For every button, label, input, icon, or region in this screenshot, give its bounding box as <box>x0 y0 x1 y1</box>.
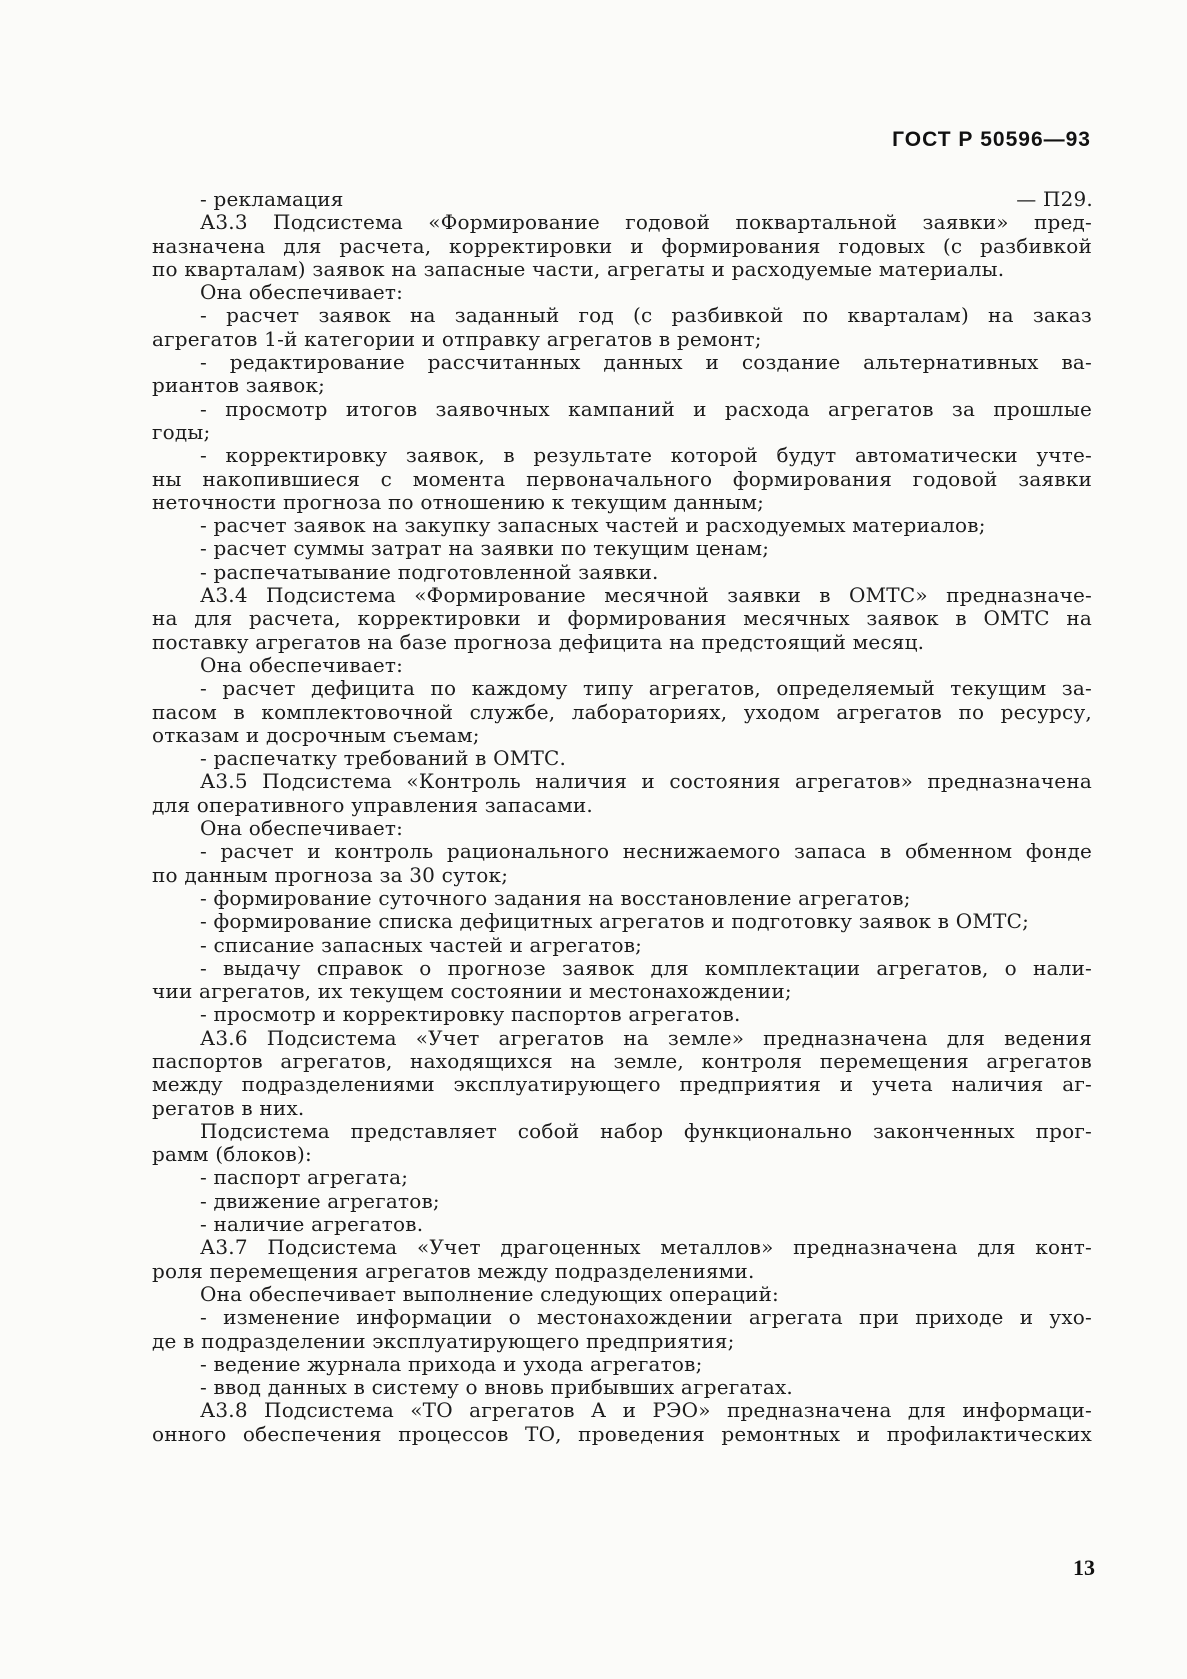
page-number: 13 <box>1073 1555 1095 1580</box>
text-line: между подразделениями эксплуатирующего предприятия и учета наличия аг- <box>152 1073 1092 1097</box>
document-body <box>152 188 1092 1446</box>
text-line: агрегатов 1-й категории и отправку агрегатов в ремонт; <box>152 327 762 351</box>
text-line: - ввод данных в систему о вновь прибывших агрегатах. <box>200 1376 793 1400</box>
text-line: рамм (блоков): <box>152 1143 312 1167</box>
text-line: - распечатывание подготовленной заявки. <box>200 560 659 584</box>
text-line: по данным прогноза за 30 суток; <box>152 863 509 887</box>
text-line: Подсистема представляет собой набор функционально законченных прог- <box>200 1119 1092 1143</box>
text-line: паспортов агрегатов, находящихся на земле, контроля перемещения агрегатов <box>152 1049 1092 1073</box>
reclamation-line <box>152 188 1093 211</box>
text-line: - просмотр итогов заявочных кампаний и расхода агрегатов за прошлые <box>200 397 1092 421</box>
text-line: - формирование суточного задания на восстановление агрегатов; <box>200 886 911 910</box>
text-line: отказам и досрочным съемам; <box>152 723 480 747</box>
text-line: - редактирование рассчитанных данных и создание альтернативных ва- <box>200 351 1092 375</box>
text-line: для оперативного управления запасами. <box>152 793 593 817</box>
text-line: пасом в комплектовочной службе, лабораториях, уходом агрегатов по ресурсу, <box>152 700 1092 724</box>
text-line: А3.6 Подсистема «Учет агрегатов на земле» предназначена для ведения <box>200 1026 1092 1050</box>
text-line: риантов заявок; <box>152 374 326 398</box>
text-line: роля перемещения агрегатов между подразделениями. <box>152 1259 755 1283</box>
reclamation-ref: — П29. <box>1016 188 1093 211</box>
text-line: чии агрегатов, их текущем состоянии и местонахождении; <box>152 980 792 1004</box>
text-line: по кварталам) заявок на запасные части, агрегаты и расходуемые материалы. <box>152 257 1005 281</box>
text-line: - расчет заявок на закупку запасных частей и расходуемых материалов; <box>200 514 986 538</box>
text-line: Она обеспечивает: <box>200 653 404 677</box>
text-line: Она обеспечивает: <box>200 817 404 841</box>
text-line: - движение агрегатов; <box>200 1189 440 1213</box>
text-line: - корректировку заявок, в результате которой будут автоматически учте- <box>200 444 1092 468</box>
text-line: - выдачу справок о прогнозе заявок для комплектации агрегатов, о нали- <box>200 956 1092 980</box>
text-line: поставку агрегатов на базе прогноза дефицита на предстоящий месяц. <box>152 630 925 654</box>
text-line: регатов в них. <box>152 1096 305 1120</box>
text-line: - расчет суммы затрат на заявки по текущим ценам; <box>200 537 770 561</box>
text-line: - просмотр и корректировку паспортов агрегатов. <box>200 1003 741 1027</box>
text-line: Она обеспечивает: <box>200 281 404 305</box>
text-line: А3.5 Подсистема «Контроль наличия и состояния агрегатов» предназначена <box>200 770 1092 794</box>
text-line: - ведение журнала прихода и ухода агрегатов; <box>200 1352 703 1376</box>
text-line: онного обеспечения процессов ТО, проведения ремонтных и профилактических <box>152 1422 1092 1446</box>
text-line: - наличие агрегатов. <box>200 1213 424 1237</box>
text-line: - распечатку требований в ОМТС. <box>200 747 567 771</box>
text-line: неточности прогноза по отношению к текущим данным; <box>152 490 765 514</box>
text-line: - расчет заявок на заданный год (с разбивкой по кварталам) на заказ <box>200 304 1092 328</box>
text-line: - расчет и контроль рационального неснижаемого запаса в обменном фонде <box>200 840 1092 864</box>
text-line: А3.4 Подсистема «Формирование месячной заявки в ОМТС» предназначе- <box>200 584 1092 608</box>
text-line: А3.3 Подсистема «Формирование годовой поквартальной заявки» пред- <box>200 211 1092 235</box>
text-line: - списание запасных частей и агрегатов; <box>200 933 643 957</box>
text-line: Она обеспечивает выполнение следующих операций: <box>200 1282 779 1306</box>
text-line: годы; <box>152 420 211 444</box>
text-line: - расчет дефицита по каждому типу агрегатов, определяемый текущим за- <box>200 677 1092 701</box>
reclamation-item: - рекламация <box>200 188 344 211</box>
text-line: де в подразделении эксплуатирующего предприятия; <box>152 1329 735 1353</box>
text-line: на для расчета, корректировки и формирования месячных заявок в ОМТС на <box>152 607 1092 631</box>
text-line: - паспорт агрегата; <box>200 1166 409 1190</box>
text-line: - изменение информации о местонахождении агрегата при приходе и ухо- <box>200 1306 1092 1330</box>
text-line: А3.8 Подсистема «ТО агрегатов А и РЭО» предназначена для информаци- <box>200 1399 1092 1423</box>
text-line: ны накопившиеся с момента первоначального формирования годовой заявки <box>152 467 1092 491</box>
text-line: - формирование списка дефицитных агрегатов и подготовку заявок в ОМТС; <box>200 910 1030 934</box>
text-line: А3.7 Подсистема «Учет драгоценных металлов» предназначена для конт- <box>200 1236 1092 1260</box>
text-line: назначена для расчета, корректировки и формирования годовых (с разбивкой <box>152 234 1092 258</box>
standard-code-header: ГОСТ Р 50596—93 <box>892 128 1091 151</box>
